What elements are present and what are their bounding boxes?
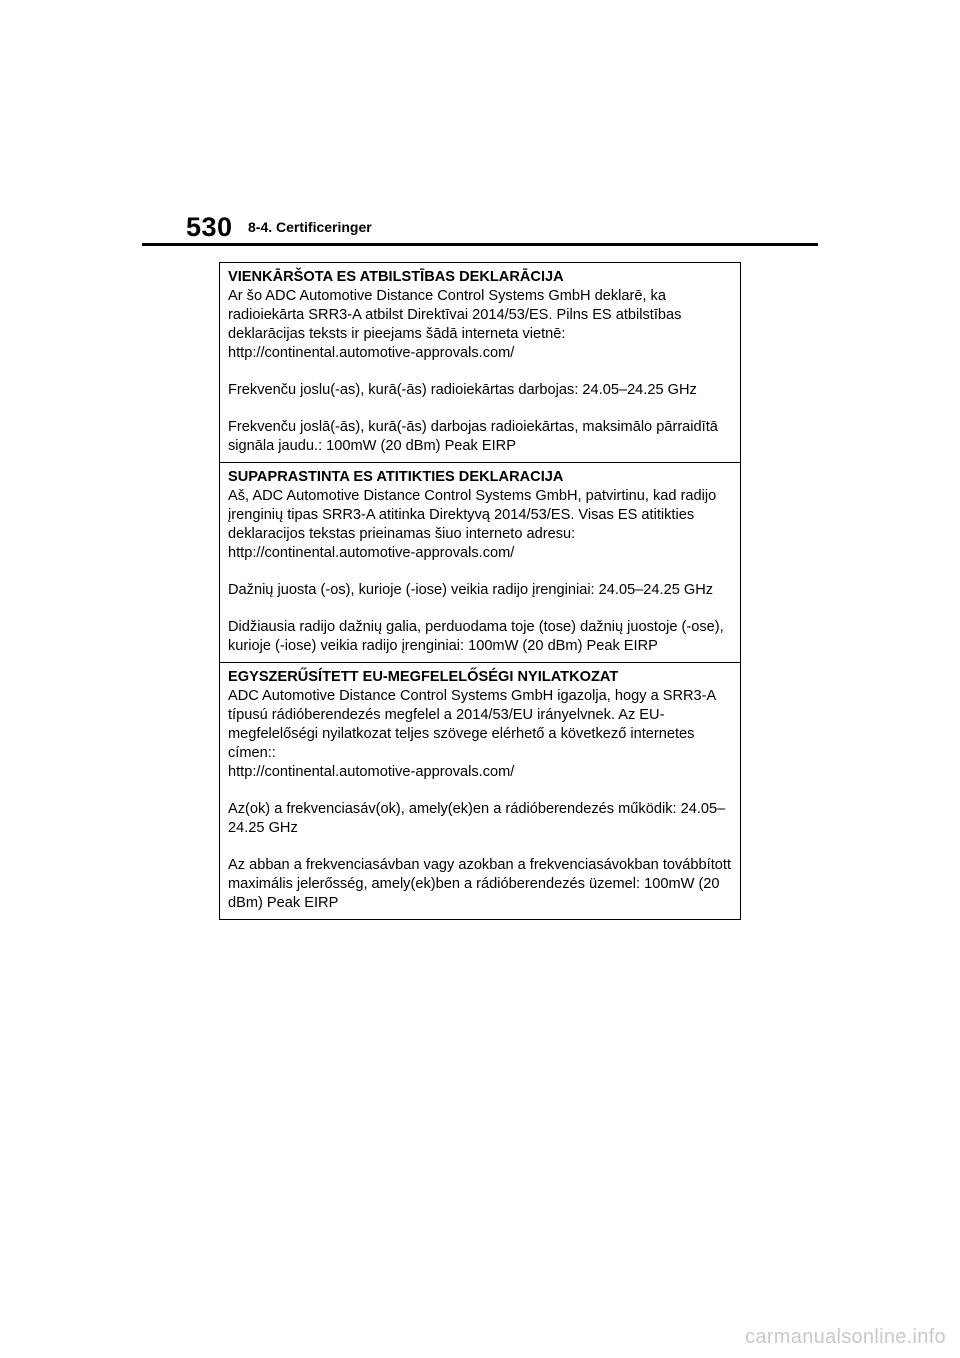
declaration-url[interactable]: http://continental.automotive-approvals.com/ (228, 345, 515, 361)
declaration-body: Aš, ADC Automotive Distance Control Systems GmbH, patvirtinu, kad radijo įrenginių tipas SRR3-A atitinka Direktyvą 2014/53/ES. Visas ES atitikties deklaracijos tekstas prieinamas šiuo interneto adresu: (228, 488, 717, 542)
page-number: 530 (186, 212, 233, 242)
declaration-power: Frekvenču joslā(-ās), kurā(-ās) darbojas radioiekārtas, maksimālo pārraidītā signāla jaudu.: 100mW (20 dBm) Peak EIRP (228, 419, 718, 454)
declaration-body: ADC Automotive Distance Control Systems GmbH igazolja, hogy a SRR3-A típusú rádióberendezés megfelel a 2014/53/EU irányelvnek. Az EU-megfelelőségi nyilatkozat teljes szövege elérhető a következő internetes címen:: (228, 688, 716, 761)
declaration-url[interactable]: http://continental.automotive-approvals.com/ (228, 764, 515, 780)
declaration-url[interactable]: http://continental.automotive-approvals.com/ (228, 545, 515, 561)
declaration-heading: SUPAPRASTINTA ES ATITIKTIES DEKLARACIJA (228, 469, 564, 485)
declaration-power: Didžiausia radijo dažnių galia, perduodama toje (tose) dažnių juostoje (-ose), kurioje (-iose) veikia radijo įrenginiai: 100mW (20 dBm) Peak EIRP (228, 619, 724, 654)
declaration-heading: EGYSZERŰSÍTETT EU-MEGFELELŐSÉGI NYILATKOZAT (228, 669, 619, 685)
declaration-frequency: Frekvenču joslu(-as), kurā(-ās) radioiekārtas darbojas: 24.05–24.25 GHz (228, 382, 697, 398)
declaration-body: Ar šo ADC Automotive Distance Control Systems GmbH deklarē, ka radioiekārta SRR3-A atbilst Direktīvai 2014/53/ES. Pilns ES atbilstības deklarācijas teksts ir pieejams šādā interneta vietnē: (228, 288, 682, 342)
declaration-section-lithuanian (220, 462, 740, 662)
declaration-section-latvian (220, 263, 740, 462)
header-rule (142, 243, 818, 246)
declaration-section-hungarian (220, 662, 740, 919)
declaration-frequency: Az(ok) a frekvenciasáv(ok), amely(ek)en a rádióberendezés működik: 24.05–24.25 GHz (228, 801, 726, 836)
declaration-frequency: Dažnių juosta (-os), kurioje (-iose) veikia radijo įrenginiai: 24.05–24.25 GHz (228, 582, 714, 598)
declaration-box (219, 262, 741, 920)
footer-watermark[interactable]: carmanualsonline.info (745, 1326, 946, 1348)
section-title: 8-4. Certificeringer (248, 219, 372, 235)
declaration-power: Az abban a frekvenciasávban vagy azokban a frekvenciasávokban továbbított maximális jelerősség, amely(ek)ben a rádióberendezés üzemel: 100mW (20 dBm) Peak EIRP (228, 857, 731, 911)
declaration-heading: VIENKĀRŠOTA ES ATBILSTĪBAS DEKLARĀCIJA (228, 269, 564, 285)
